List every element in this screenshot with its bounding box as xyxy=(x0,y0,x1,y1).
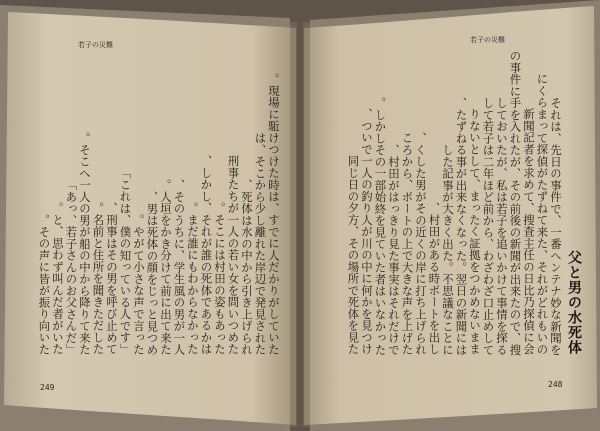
right-page-column: 村田がある時ボートを出し、 xyxy=(427,202,442,355)
left-page-column: その声に皆が振り向いた。 xyxy=(37,214,52,355)
left-page-column: 人垣をかき分けて前に出て来た。 xyxy=(159,178,173,355)
left-page-column: そのうちに、学生風の男が一人、 xyxy=(172,178,187,355)
left-page-column: と、思わず叫んだ者がいた。 xyxy=(51,202,65,355)
gutter-line xyxy=(297,22,303,427)
page-number-left: 249 xyxy=(40,383,55,392)
left-page-column: まだ誰にもわからなかった。 xyxy=(186,202,200,355)
right-page-column: にくらまって探偵がたずねて来た、それがどれもいの xyxy=(535,73,550,355)
left-page-column: しかし、それが誰の死体であるかは、 xyxy=(199,155,214,355)
right-page-column: たずねる事が出来なくなった。翌日の新聞には、 xyxy=(454,96,469,355)
right-page-column: した記事が大きく出た。不思議なことに xyxy=(441,143,455,355)
right-page-column: の事件に手を入れたが、その前後の新聞が出来たので、搜 xyxy=(508,49,523,355)
right-page-column: しかしその一部始終を見ていた者はいなかった。 xyxy=(373,96,388,355)
left-page-column: 刑事はその男を呼び止めて、 xyxy=(105,202,119,355)
right-page-column: 新聞記者を求めて、搜査主任の日比乃探偵に会 xyxy=(522,108,536,355)
left-page-column: 男は死体の顔をじっと見つめ、 xyxy=(145,190,160,355)
left-page-column: 死体は水の中から引き上げられ、 xyxy=(240,178,254,355)
running-title-right: 若子の災難 xyxy=(470,36,505,44)
page-number-right: 248 xyxy=(548,380,563,389)
right-page-column: くした男がその近くの岸に打ち上げられ、 xyxy=(414,131,428,355)
right-page-column: 村田がはっきり見た事実はそれだけで、 xyxy=(387,143,401,355)
left-page-column: は、そこから少し離れた岸辺で発見された xyxy=(253,131,268,355)
right-page-column: ついで一人の釣り人が川の中に何かを見つけ、 xyxy=(360,108,374,355)
right-page-text xyxy=(320,49,582,355)
left-page-column: 現場に駈けつけた時は、すでに人だかりがしていた。 xyxy=(267,73,281,355)
left-page-column: そこへ一人の男が船の中から降りて来た。 xyxy=(78,131,92,355)
right-page-column: して若子は二年ほど前から、わざわざ口止めして xyxy=(481,96,496,355)
left-page-column: そこには村田の姿もあった。 xyxy=(213,202,227,355)
right-page-column: りないとして、まったく証拠をつかめないまま xyxy=(468,108,482,355)
right-page-column: しておいたが、私は若子を追いかけて事情を探る xyxy=(495,96,509,355)
section-heading: 父と男の水死体 xyxy=(566,250,582,355)
left-page-column: 「これは、僕の知っている人です」 xyxy=(118,167,133,355)
left-page-column: 刑事たちが一人の若い女を問いつめた xyxy=(226,155,241,355)
left-page-text xyxy=(25,55,280,355)
right-page-column: ころから、ボートの上で大きな声を上げた xyxy=(400,131,415,355)
right-page-column: それは、先日の事件で、一番ヘンテナ妙な新聞を xyxy=(549,96,563,355)
right-page-column: 同じ日の夕方、その場所で死体を見た xyxy=(346,155,361,355)
left-page-column: 名前と住所を聞きただした。 xyxy=(91,202,106,355)
left-page-column: やがて小さな声で言った。 xyxy=(132,214,146,355)
running-title-left: 若子の災難 xyxy=(78,41,113,49)
left-page-column: 「あっ、若子さんのお父さんだ」 xyxy=(64,178,79,355)
